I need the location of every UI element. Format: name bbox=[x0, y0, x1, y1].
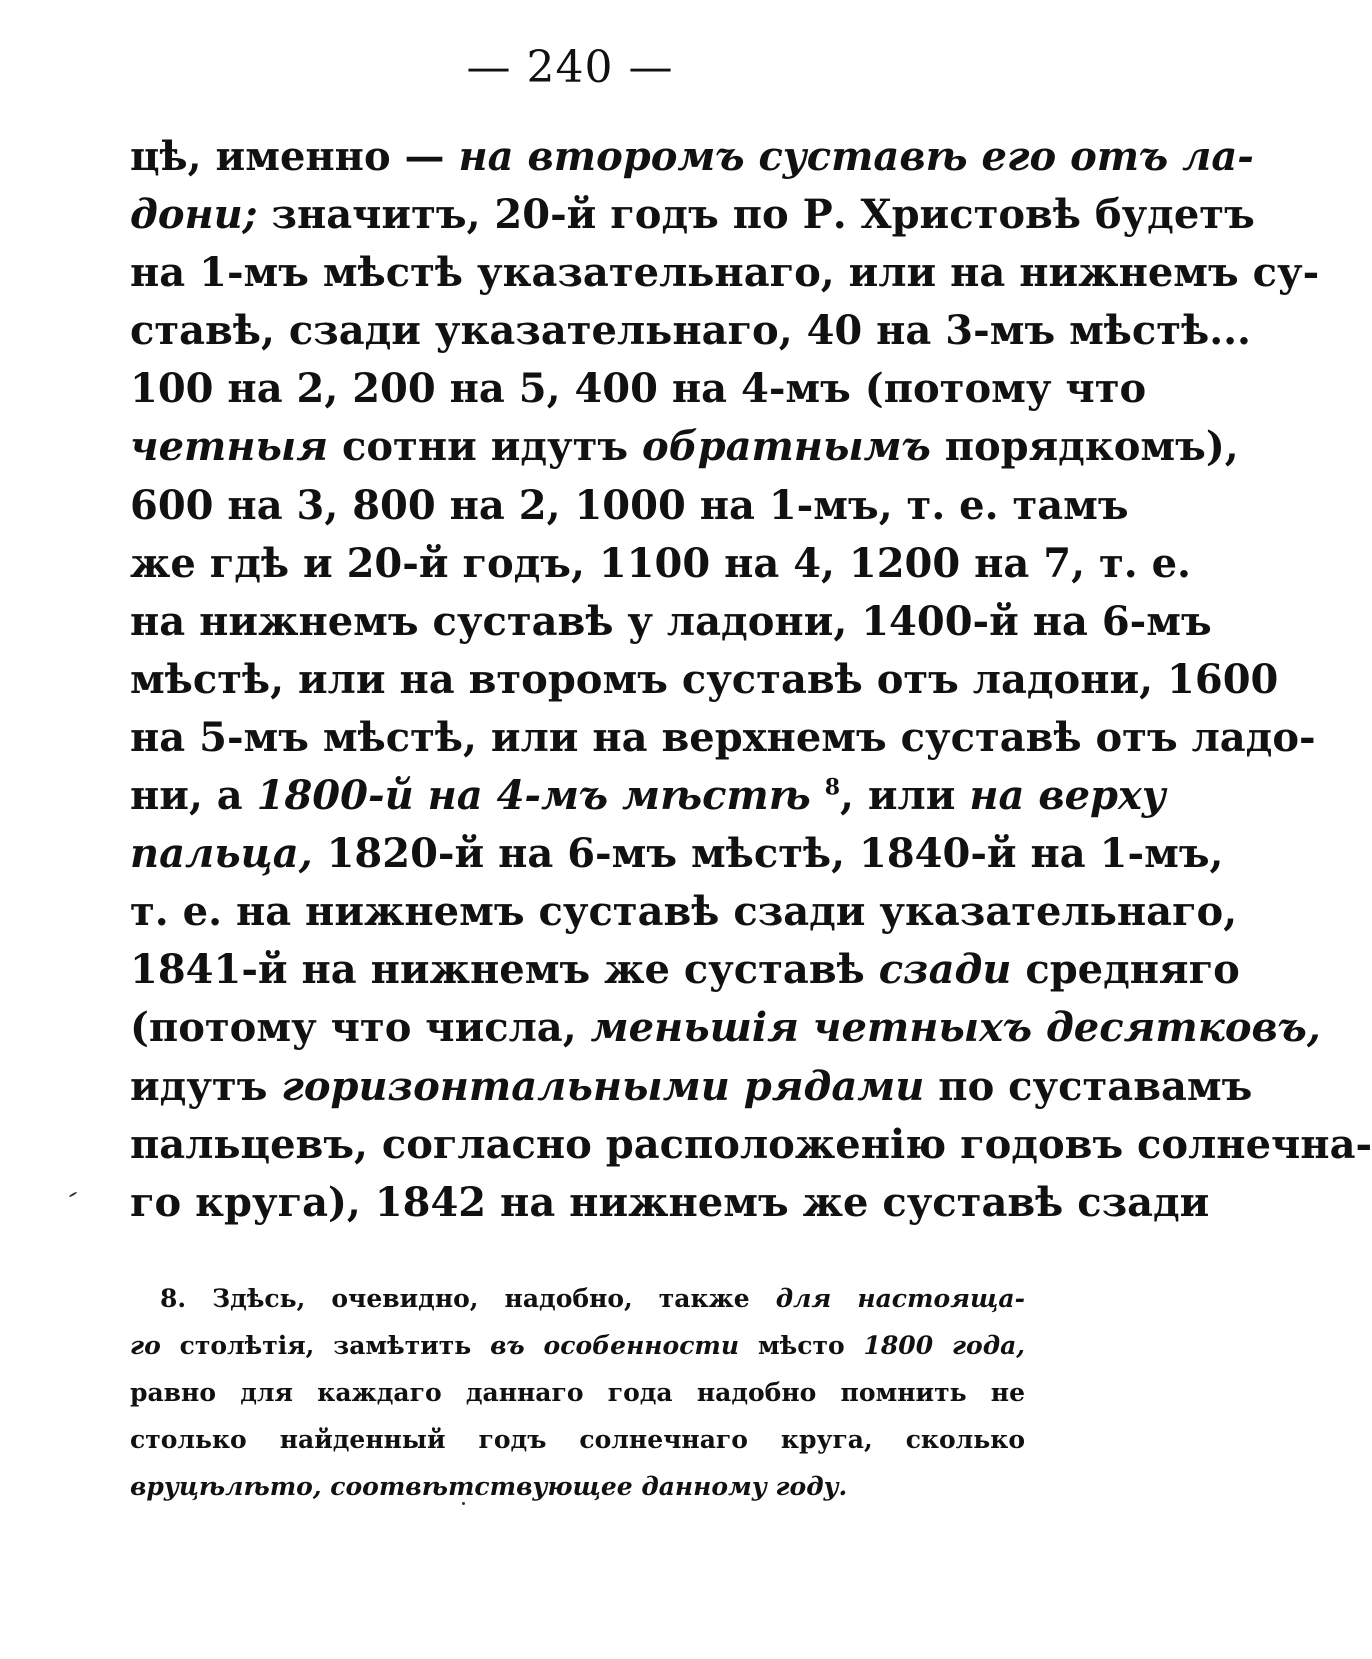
text-line bbox=[130, 302, 1251, 360]
print-speck bbox=[69, 1191, 78, 1197]
text-segment: 8. Здѣсь, очевидно, надобно, также bbox=[160, 1284, 776, 1313]
text-segment: го круга), 1842 на нижнемъ же суставѣ сзади bbox=[130, 1178, 1210, 1226]
footnote-line bbox=[130, 1322, 1025, 1369]
italic-text: 1800 года, bbox=[863, 1331, 1025, 1360]
text-line bbox=[130, 1058, 1253, 1116]
text-line bbox=[130, 477, 1129, 535]
text-line bbox=[130, 825, 1224, 883]
text-segment: 600 на 3, 800 на 2, 1000 на 1-мъ, т. е. тамъ bbox=[130, 481, 1129, 529]
print-speck bbox=[462, 1502, 465, 1505]
text-segment: же гдѣ и 20-й годъ, 1100 на 4, 1200 на 7, т. е. bbox=[130, 539, 1191, 587]
footnote-line bbox=[130, 1275, 1025, 1322]
italic-text: горизонтальными рядами bbox=[281, 1062, 925, 1110]
text-segment: т. е. на нижнемъ суставѣ сзади указательнаго, bbox=[130, 888, 1238, 936]
text-segment: столѣтія, замѣтить bbox=[160, 1331, 491, 1360]
italic-text: четныя bbox=[130, 423, 329, 471]
text-segment bbox=[811, 772, 825, 819]
italic-text: дони; bbox=[130, 191, 258, 239]
text-segment: средняго bbox=[1011, 946, 1240, 994]
text-segment: (потому что числа, bbox=[130, 1004, 591, 1052]
text-segment: равно для каждаго даннаго года надобно помнить не bbox=[130, 1378, 1025, 1407]
italic-text: для настояща- bbox=[775, 1284, 1025, 1313]
text-segment: мѣстѣ, или на второмъ суставѣ отъ ладони, 1600 bbox=[130, 655, 1279, 703]
text-segment: ставѣ, сзади указательнаго, 40 на 3-мъ мѣстѣ... bbox=[130, 307, 1251, 355]
text-line bbox=[130, 1174, 1210, 1232]
text-line bbox=[130, 999, 1321, 1057]
text-line bbox=[130, 593, 1212, 651]
text-segment: , или bbox=[840, 772, 970, 820]
italic-text: сзади bbox=[878, 946, 1012, 994]
footnote-line bbox=[130, 1369, 1025, 1416]
italic-text: обратнымъ bbox=[642, 423, 931, 471]
text-line bbox=[130, 941, 1240, 999]
text-segment: сотни идутъ bbox=[328, 423, 643, 471]
italic-text: въ особенности bbox=[490, 1331, 740, 1360]
text-segment: на 5-мъ мѣстѣ, или на верхнемъ суставѣ отъ ладо- bbox=[130, 713, 1316, 761]
text-segment: пальцевъ, согласно расположенію годовъ солнечна- bbox=[130, 1120, 1372, 1168]
italic-text: 1800-й на 4-мъ мѣстѣ bbox=[256, 772, 811, 820]
text-segment: по суставамъ bbox=[924, 1062, 1253, 1110]
text-line bbox=[130, 767, 1166, 825]
italic-text: го bbox=[130, 1331, 161, 1360]
footnote bbox=[130, 1275, 1025, 1510]
italic-text: вруцѣлѣто, соотвѣтствующее данному году. bbox=[130, 1472, 848, 1501]
text-segment: столько найденный годъ солнечнаго круга, сколько bbox=[130, 1425, 1025, 1454]
text-segment: на 1-мъ мѣстѣ указательнаго, или на нижнемъ су- bbox=[130, 249, 1320, 297]
text-line bbox=[130, 651, 1279, 709]
text-segment: значитъ, 20-й годъ по Р. Христовѣ будетъ bbox=[257, 191, 1255, 239]
italic-text: пальца, bbox=[130, 830, 313, 878]
footnote-marker: 8 bbox=[824, 774, 840, 801]
italic-text: на верху bbox=[969, 772, 1166, 820]
text-line bbox=[130, 360, 1147, 418]
text-segment: порядкомъ), bbox=[930, 423, 1239, 471]
page-number: — 240 — bbox=[466, 42, 674, 93]
text-segment: мѣсто bbox=[739, 1331, 864, 1360]
text-line bbox=[130, 709, 1316, 767]
footnote-line bbox=[130, 1416, 1025, 1463]
footnote-line bbox=[130, 1463, 1025, 1510]
text-line bbox=[130, 186, 1255, 244]
body-text bbox=[130, 128, 1372, 1232]
text-segment: на нижнемъ суставѣ у ладони, 1400-й на 6-мъ bbox=[130, 597, 1212, 645]
text-segment: цѣ, именно — bbox=[130, 133, 459, 180]
italic-text: на второмъ суставѣ его отъ ла- bbox=[458, 133, 1254, 180]
text-segment: идутъ bbox=[130, 1062, 282, 1110]
text-line bbox=[130, 883, 1238, 941]
text-line bbox=[130, 128, 1254, 186]
text-line bbox=[130, 1116, 1372, 1174]
text-line bbox=[130, 418, 1239, 476]
text-line bbox=[130, 535, 1191, 593]
text-line bbox=[130, 244, 1320, 302]
text-segment: 1841-й на нижнемъ же суставѣ bbox=[130, 946, 879, 994]
text-segment: ни, а bbox=[130, 772, 257, 820]
italic-text: меньшія четныхъ десятковъ, bbox=[590, 1004, 1321, 1052]
text-segment: 1820-й на 6-мъ мѣстѣ, 1840-й на 1-мъ, bbox=[312, 830, 1224, 878]
text-segment: 100 на 2, 200 на 5, 400 на 4-мъ (потому что bbox=[130, 365, 1147, 413]
